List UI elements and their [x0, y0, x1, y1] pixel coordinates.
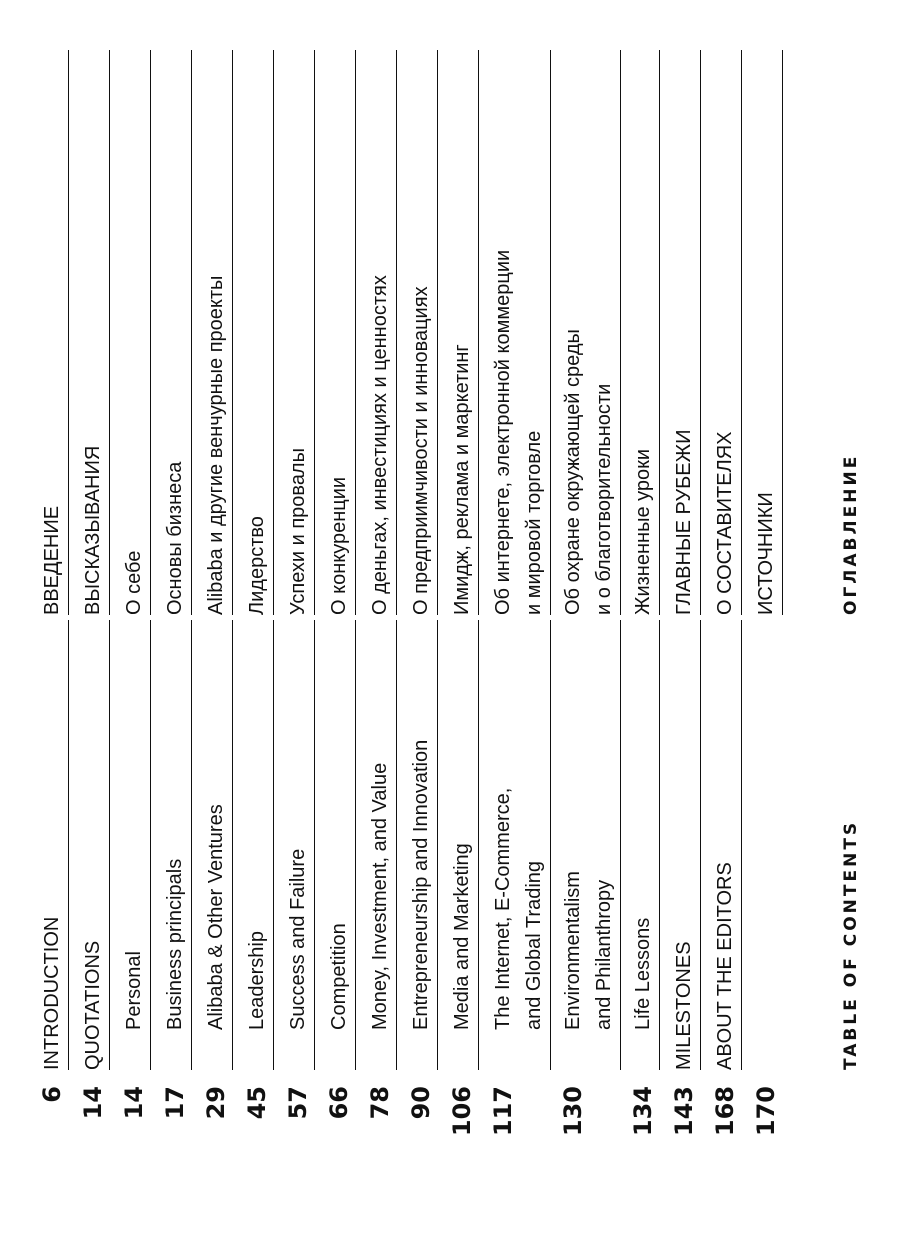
toc-rule: [273, 620, 274, 1070]
toc-entry-russian[interactable]: Лидерство: [246, 516, 268, 615]
toc-entry-english[interactable]: MILESTONES: [673, 941, 695, 1070]
toc-rule: [478, 620, 479, 1070]
toc-entry-russian[interactable]: Об интернете, электронной коммерции: [492, 249, 514, 615]
toc-rule: [620, 620, 621, 1070]
toc-entry-english[interactable]: Business principals: [164, 858, 186, 1030]
toc-rule: [437, 620, 438, 1070]
toc-page-number: 29: [202, 1086, 230, 1120]
toc-entry-english[interactable]: Success and Failure: [287, 848, 309, 1030]
toc-rule: [314, 50, 315, 615]
toc-rule: [68, 620, 69, 1070]
toc-entry-english[interactable]: and Global Trading: [523, 860, 545, 1030]
toc-entry-russian[interactable]: Alibaba и другие венчурные проекты: [205, 275, 227, 615]
toc-rule: [191, 620, 192, 1070]
toc-entry-english[interactable]: The Internet, E-Commerce,: [492, 787, 514, 1030]
toc-entry-russian[interactable]: О конкуренции: [328, 476, 350, 615]
toc-entry-english[interactable]: Money, Investment, and Value: [369, 762, 391, 1030]
toc-entry-english[interactable]: and Philanthropy: [593, 879, 615, 1030]
toc-page-number: 130: [559, 1086, 587, 1137]
toc-rule: [396, 620, 397, 1070]
toc-rule: [232, 50, 233, 615]
toc-rule: [550, 50, 551, 615]
toc-rule: [659, 620, 660, 1070]
toc-rule: [659, 50, 660, 615]
toc-entry-russian[interactable]: О предприимчивости и инновациях: [410, 286, 432, 615]
toc-entry-english[interactable]: QUOTATIONS: [82, 940, 104, 1070]
toc-page-number: 14: [79, 1086, 107, 1120]
toc-entry-english[interactable]: INTRODUCTION: [41, 916, 63, 1070]
toc-rule: [478, 50, 479, 615]
toc-rule: [273, 50, 274, 615]
toc-rule: [782, 50, 783, 615]
toc-page-number: 134: [629, 1086, 657, 1137]
toc-page-number: 143: [670, 1086, 698, 1137]
toc-rule: [355, 620, 356, 1070]
toc-entry-russian[interactable]: О СОСТАВИТЕЛЯХ: [714, 431, 736, 615]
toc-rule: [741, 620, 742, 1070]
toc-page-number: 117: [489, 1086, 517, 1137]
toc-page-number: 17: [161, 1086, 189, 1120]
toc-rule: [396, 50, 397, 615]
toc-entry-russian[interactable]: ВВЕДЕНИЕ: [41, 505, 63, 615]
toc-page-number: 6: [38, 1086, 66, 1103]
russian-column-title: ОГЛАВЛЕНИЕ: [841, 453, 861, 615]
toc-rule: [620, 50, 621, 615]
toc-entry-english[interactable]: Environmentalism: [562, 871, 584, 1030]
toc-entry-english[interactable]: Media and Marketing: [451, 843, 473, 1030]
toc-entry-russian[interactable]: Основы бизнеса: [164, 461, 186, 615]
toc-rule: [232, 620, 233, 1070]
toc-entry-russian[interactable]: О себе: [123, 550, 145, 615]
toc-entry-russian[interactable]: Жизненные уроки: [632, 448, 654, 615]
toc-entry-english[interactable]: Competition: [328, 923, 350, 1030]
toc-entry-russian[interactable]: ВЫСКАЗЫВАНИЯ: [82, 445, 104, 615]
toc-rule: [437, 50, 438, 615]
toc-rule: [109, 620, 110, 1070]
toc-rule: [700, 50, 701, 615]
toc-entry-russian[interactable]: Об охране окружающей среды: [562, 329, 584, 615]
toc-rule: [700, 620, 701, 1070]
toc-rule: [741, 50, 742, 615]
toc-page-number: 106: [448, 1086, 476, 1137]
toc-entry-russian[interactable]: ГЛАВНЫЕ РУБЕЖИ: [673, 429, 695, 615]
toc-rule: [314, 620, 315, 1070]
toc-rule: [109, 50, 110, 615]
toc-page-number: 66: [325, 1086, 353, 1120]
toc-entry-russian[interactable]: Имидж, реклама и маркетинг: [451, 344, 473, 615]
toc-page-number: 168: [711, 1086, 739, 1137]
toc-entry-russian[interactable]: О деньгах, инвестициях и ценностях: [369, 275, 391, 615]
toc-page-number: 57: [284, 1086, 312, 1120]
toc-rule: [355, 50, 356, 615]
toc-page-number: 14: [120, 1086, 148, 1120]
toc-entry-russian[interactable]: и о благотворительности: [593, 383, 615, 615]
toc-entry-russian[interactable]: ИСТОЧНИКИ: [755, 492, 777, 615]
toc-rule: [68, 50, 69, 615]
toc-entry-english[interactable]: Personal: [123, 951, 145, 1030]
toc-entry-english[interactable]: Life Lessons: [632, 917, 654, 1030]
toc-page-number: 45: [243, 1086, 271, 1120]
toc-entry-english[interactable]: Entrepreneurship and Innovation: [410, 739, 432, 1030]
toc-entry-russian[interactable]: и мировой торговле: [523, 430, 545, 615]
toc-page-number: 90: [407, 1086, 435, 1120]
toc-rule: [550, 620, 551, 1070]
toc-entry-russian[interactable]: Успехи и провалы: [287, 448, 309, 615]
toc-entry-english[interactable]: ABOUT THE EDITORS: [714, 862, 736, 1070]
english-column-title: TABLE OF CONTENTS: [841, 819, 861, 1070]
toc-rule: [150, 620, 151, 1070]
toc-rule: [150, 50, 151, 615]
toc-rule: [191, 50, 192, 615]
toc-page-number: 78: [366, 1086, 394, 1120]
toc-page-number: 170: [752, 1086, 780, 1137]
toc-entry-english[interactable]: Alibaba & Other Ventures: [205, 804, 227, 1030]
toc-entry-english[interactable]: Leadership: [246, 931, 268, 1030]
